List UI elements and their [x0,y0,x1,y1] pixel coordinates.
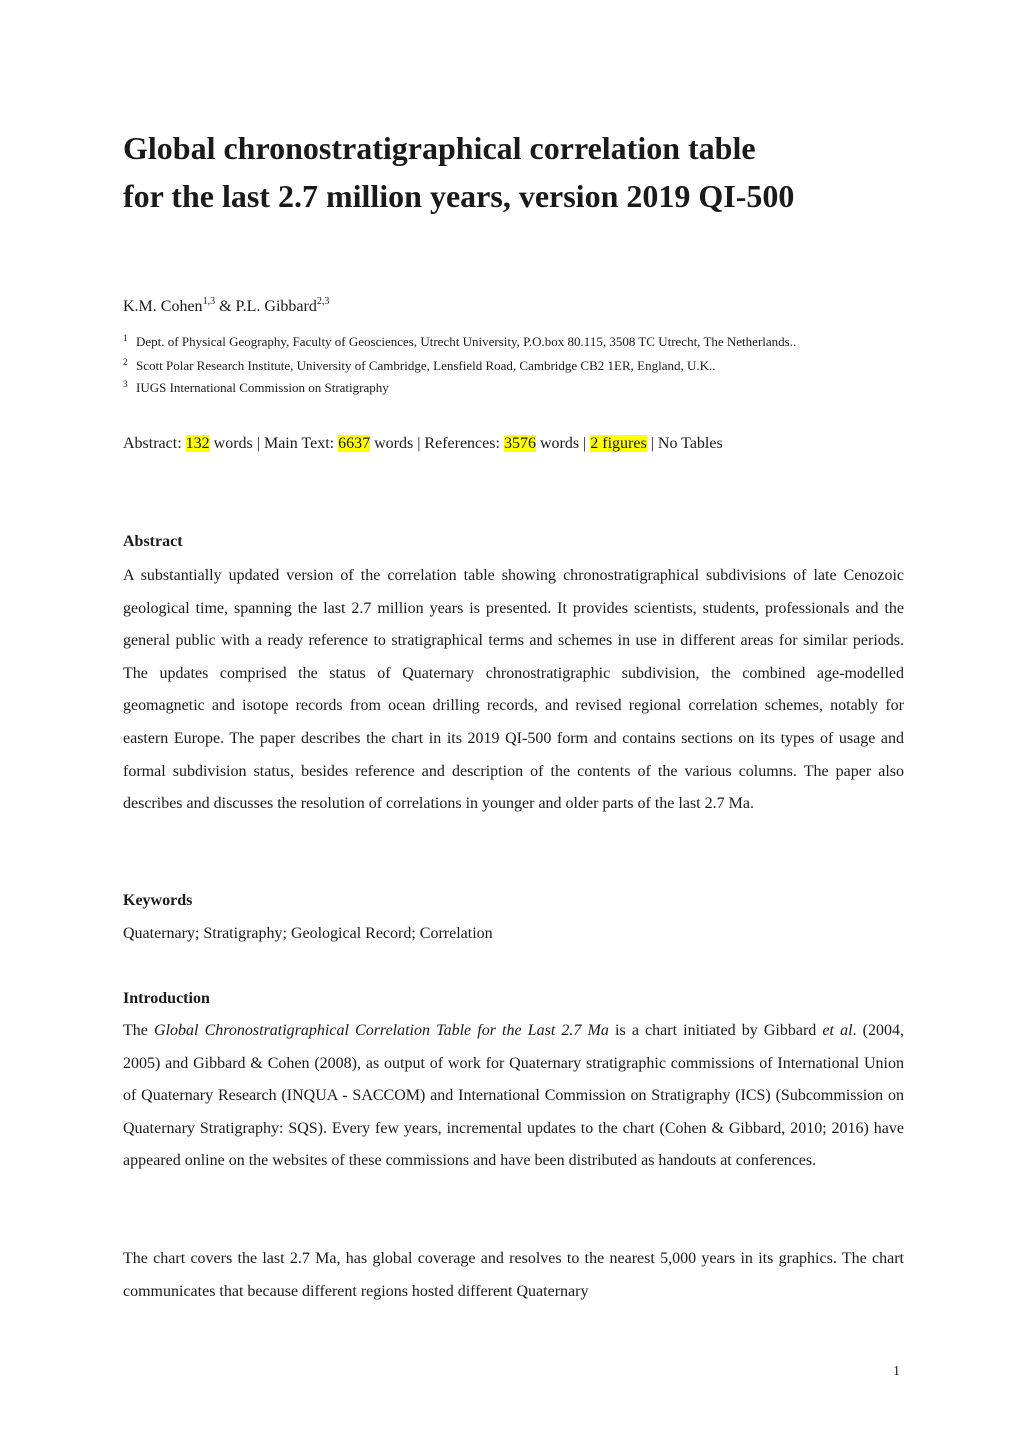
introduction-paragraph-2: The chart covers the last 2.7 Ma, has global coverage and resolves to the nearest 5,000 years in its graphics. The chart communicates that because different regions hosted different Quaternary [123,1250,904,1300]
introduction-paragraph-1 [123,1015,904,1178]
paragraph-text: . (2004, 2005) and Gibbard & Cohen (2008), as output of work for Quaternary stratigraphic commissions of International Union of Quaternary Research (INQUA - SACCOM) and International Commission on Stratigraphy (ICS) (Subcommission on Quaternary Stratigraphy: SQS). Every few years, incremental updates to the chart (Cohen & Gibbard, 2010; 2016) have appeared online on the websites of these commissions and have been distributed as handouts at conferences. [123,1022,905,1170]
affiliation-number: 3 [123,379,128,389]
author-separator: & [215,298,236,315]
main-text-word-count: 6637 [338,435,371,452]
affiliation-number: 1 [123,333,128,343]
author-name: P.L. Gibbard [235,298,317,315]
affiliation-number: 2 [123,357,128,367]
paper-title [123,124,903,220]
chart-title-italic: Global Chronostratigraphical Correlation Table for the Last 2.7 Ma [154,1022,609,1039]
affiliation-text: Dept. of Physical Geography, Faculty of Geosciences, Utrecht University, P.O.box 80.115, 3508 TC Utrecht, The Netherlands.. [136,334,797,349]
paragraph-text: The [123,1022,155,1039]
word-count-label: words | References: [370,435,504,452]
author-affiliation-marker: 1,3 [202,296,216,307]
affiliation-2 [123,353,715,375]
word-count-label: words | [535,435,591,452]
word-count-label: Abstract: [123,435,186,452]
word-count-label: words | Main Text: [209,435,339,452]
keywords-text: Quaternary; Stratigraphy; Geological Record; Correlation [123,925,493,942]
abstract-word-count: 132 [185,435,210,452]
author-list [123,296,329,318]
affiliation-text: IUGS International Commission on Stratigraphy [136,380,389,395]
references-word-count: 3576 [503,435,536,452]
word-count-line [123,432,723,456]
author-affiliation-marker: 2,3 [316,296,330,307]
affiliation-1 [123,329,796,351]
affiliation-3 [123,375,389,397]
table-count: | No Tables [646,435,723,452]
abstract-text: A substantially updated version of the correlation table showing chronostratigraphical subdivisions of late Cenozoic geological time, spanning the last 2.7 million years is presented. It provides scientists, students, professionals and the general public with a ready reference to stratigraphical terms and schemes in use in different areas for similar periods. The updates comprised the status of Quaternary chronostratigraphic subdivision, the combined age-modelled geomagnetic and isotope records from ocean drilling records, and revised regional correlation schemes, notably for eastern Europe. The paper describes the chart in its 2019 QI-500 form and contains sections on its types of usage and formal subdivision status, besides reference and description of the contents of the various columns. The paper also describes and discusses the resolution of correlations in younger and older parts of the last 2.7 Ma. [123,567,904,813]
figure-count: 2 figures [590,435,647,452]
paragraph-text: is a chart initiated by Gibbard [608,1022,823,1039]
author-name: K.M. Cohen [123,298,203,315]
et-al-italic: et al [822,1022,853,1039]
affiliation-text: Scott Polar Research Institute, University of Cambridge, Lensfield Road, Cambridge CB2 1ER, England, U.K.. [136,358,716,373]
title-line-2: for the last 2.7 million years, version 2019 QI-500 [123,178,795,214]
introduction-heading: Introduction [123,990,210,1007]
abstract-heading: Abstract [123,533,183,550]
title-line-1: Global chronostratigraphical correlation table [123,130,756,166]
page-number: 1 [893,1364,900,1379]
keywords-heading: Keywords [123,892,193,909]
